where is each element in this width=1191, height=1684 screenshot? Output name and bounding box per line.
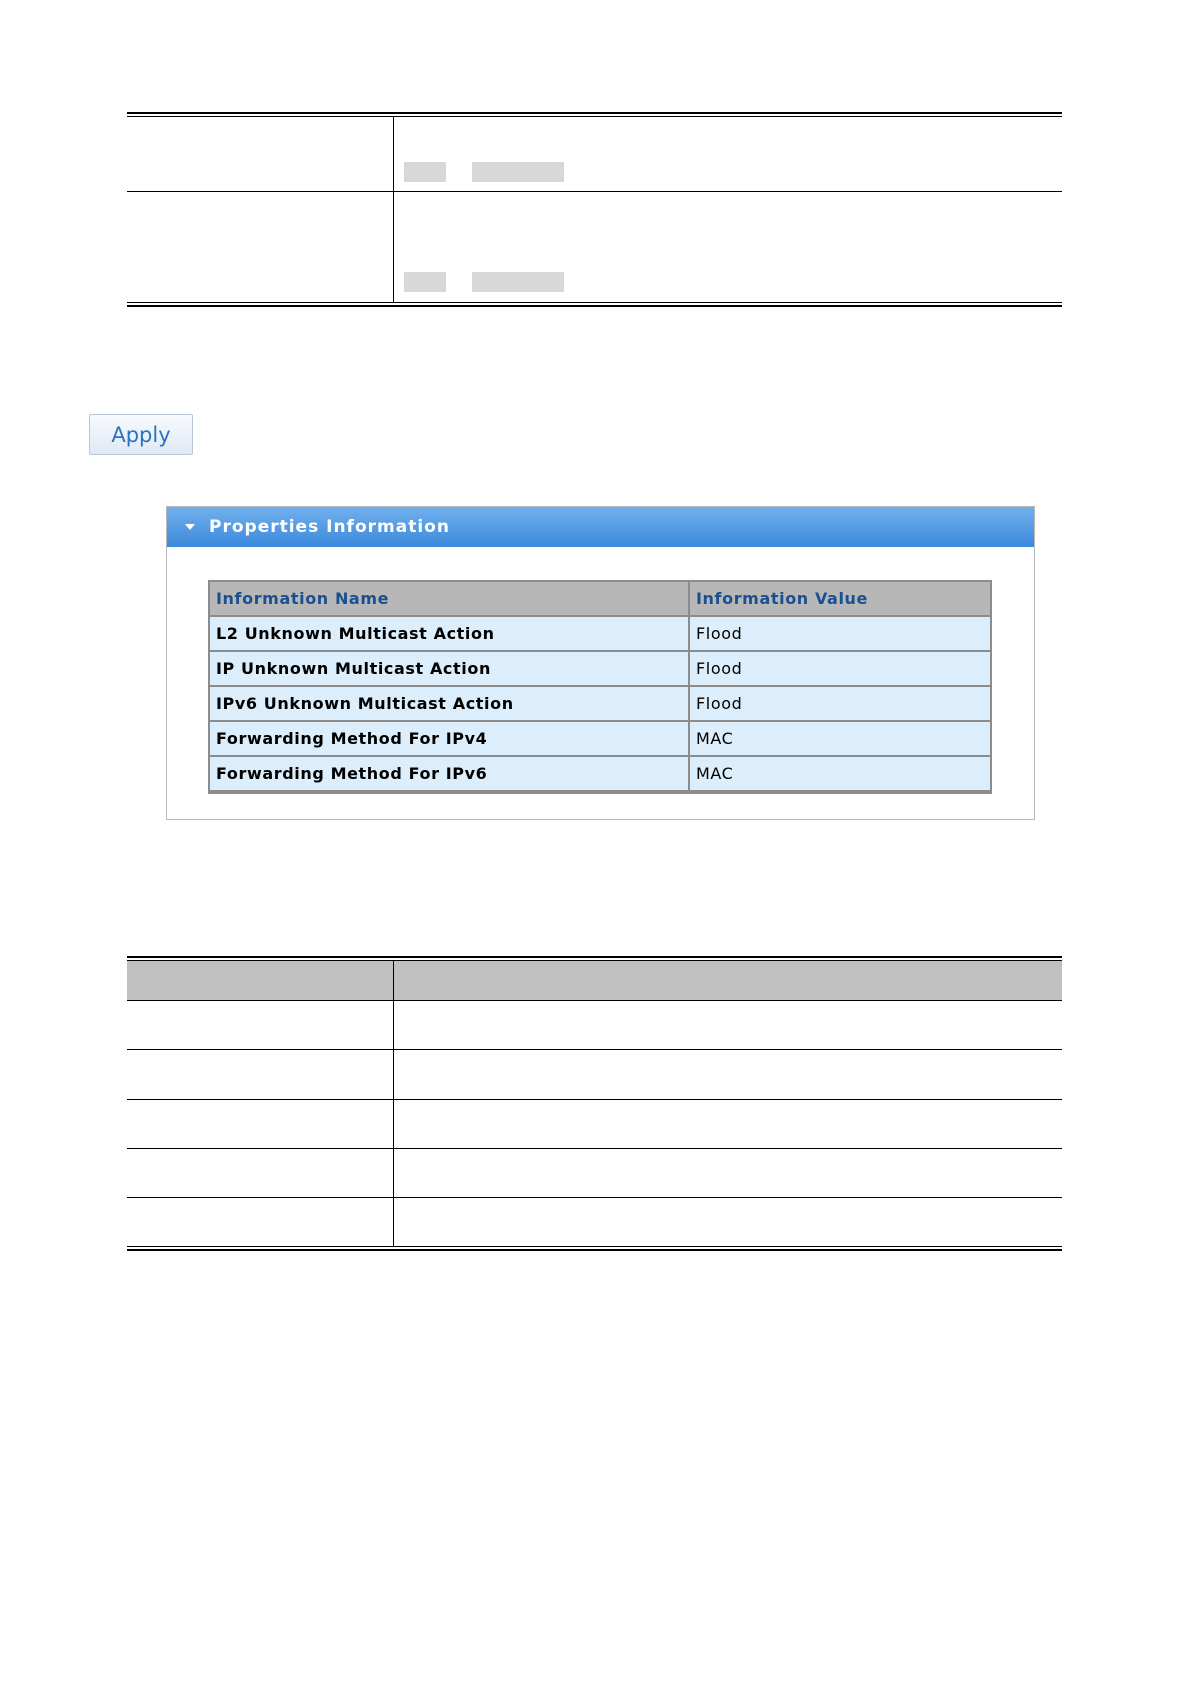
table-rule	[127, 1246, 1062, 1247]
redacted-text-block	[472, 272, 564, 292]
row-rule	[127, 1049, 1062, 1050]
table-row	[210, 617, 990, 650]
information-value-cell: Flood	[690, 652, 990, 685]
table-rule	[127, 116, 1062, 117]
information-name-cell: Forwarding Method For IPv6	[210, 757, 688, 790]
parameter-table-top	[127, 112, 1062, 307]
table-rule	[127, 956, 1062, 958]
column-header-information-name: Information Name	[210, 582, 688, 615]
row-rule	[127, 1148, 1062, 1149]
row-rule	[127, 191, 1062, 192]
apply-button[interactable]: Apply	[89, 414, 193, 455]
information-value-cell: Flood	[690, 617, 990, 650]
row-rule	[127, 1000, 1062, 1001]
information-name-cell: L2 Unknown Multicast Action	[210, 617, 688, 650]
description-table-bottom	[127, 956, 1062, 1251]
properties-table	[208, 580, 992, 794]
column-separator	[393, 117, 394, 302]
column-header-information-value: Information Value	[690, 582, 990, 615]
panel-title: Properties Information	[209, 517, 450, 537]
information-value-cell: Flood	[690, 687, 990, 720]
table-header-band	[127, 961, 1062, 1000]
table-rule	[127, 112, 1062, 114]
row-rule	[127, 1197, 1062, 1198]
panel-header[interactable]	[167, 507, 1034, 547]
redacted-text-block	[404, 162, 446, 182]
information-name-cell: IP Unknown Multicast Action	[210, 652, 688, 685]
table-row	[210, 687, 990, 720]
information-value-cell: MAC	[690, 757, 990, 790]
table-rule	[127, 1249, 1062, 1251]
table-rule	[127, 302, 1062, 303]
table-row	[210, 757, 990, 790]
column-separator	[393, 961, 394, 1246]
table-header-row	[210, 582, 990, 615]
redacted-text-block	[472, 162, 564, 182]
row-rule	[127, 1099, 1062, 1100]
table-row	[210, 722, 990, 755]
collapse-triangle-icon[interactable]	[185, 524, 195, 530]
table-rule	[127, 305, 1062, 307]
information-name-cell: IPv6 Unknown Multicast Action	[210, 687, 688, 720]
information-name-cell: Forwarding Method For IPv4	[210, 722, 688, 755]
information-value-cell: MAC	[690, 722, 990, 755]
table-row	[210, 652, 990, 685]
properties-information-panel	[166, 506, 1035, 820]
redacted-text-block	[404, 272, 446, 292]
